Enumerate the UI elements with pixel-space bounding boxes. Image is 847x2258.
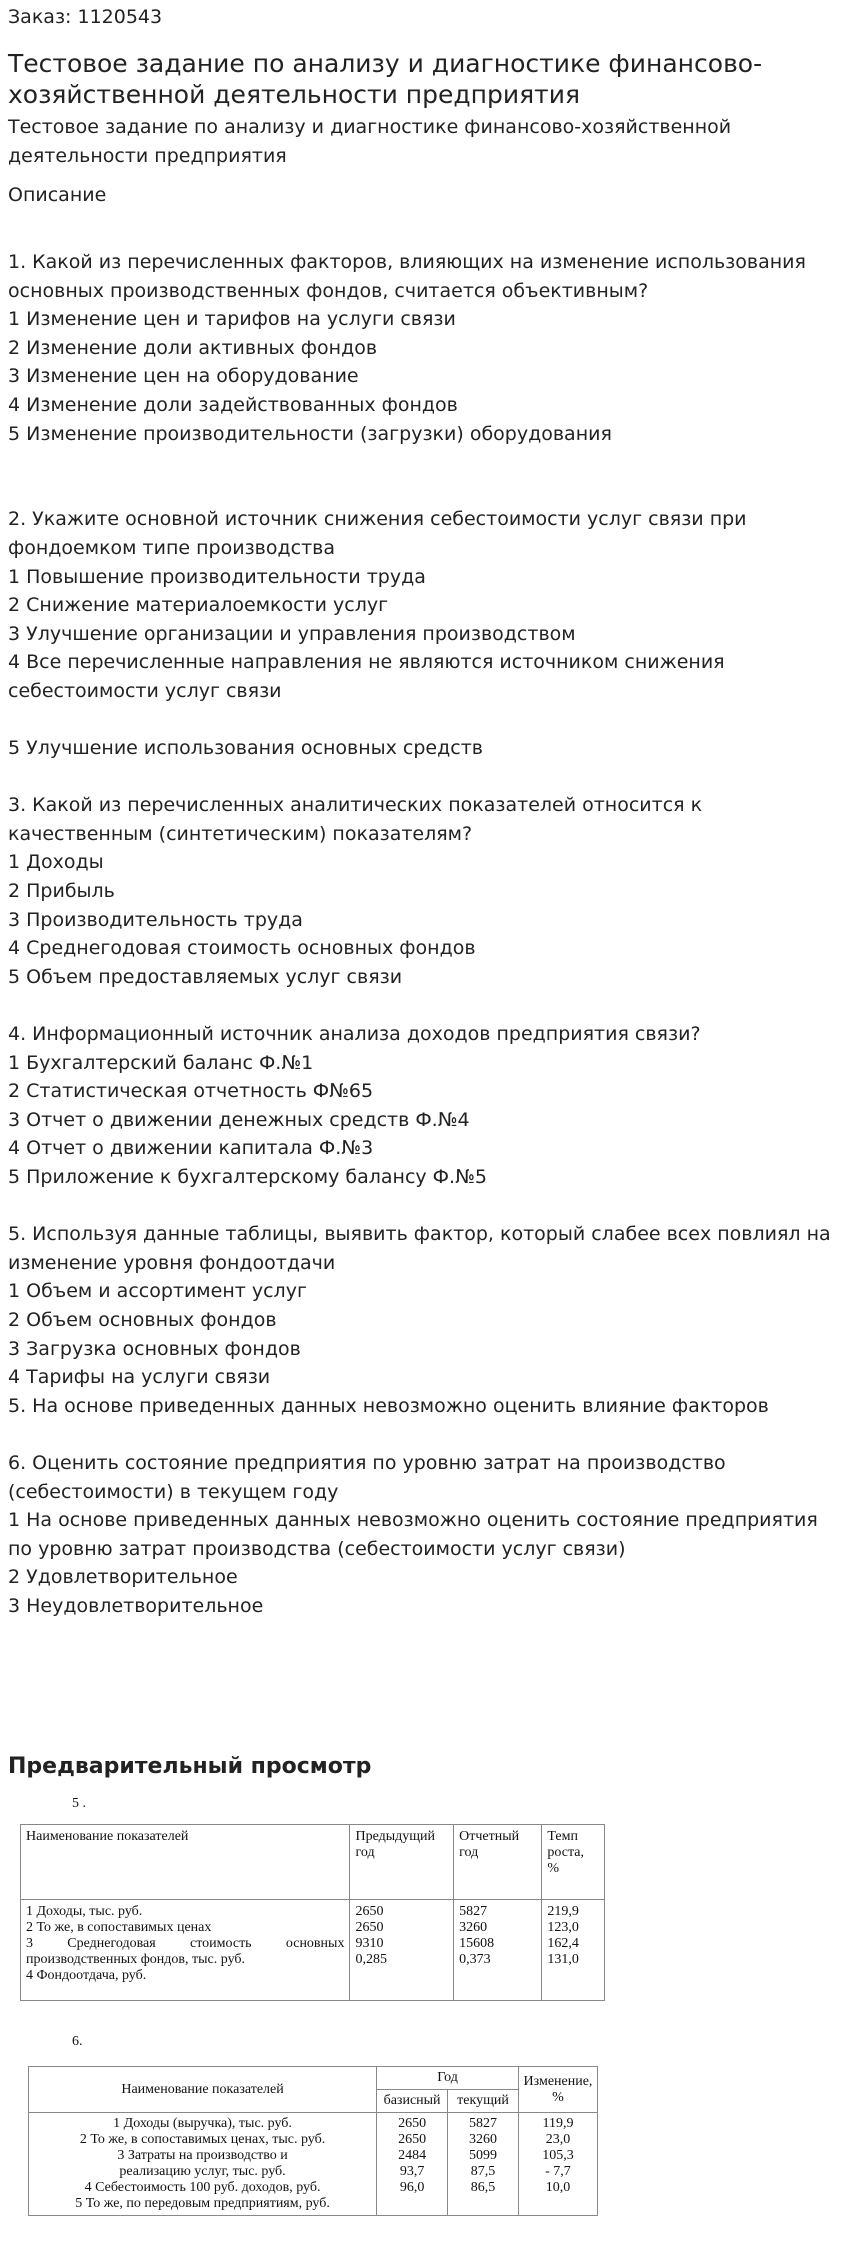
text-line: основных производственных фондов, считается объективным?	[8, 279, 649, 302]
table5-cell: 3 Среднегодовая стоимость основных производственных фондов, тыс. руб.	[26, 1936, 345, 1967]
description-label: Описание	[8, 184, 107, 206]
table5-cell: 219,9	[547, 1904, 579, 1919]
table5-prev-cell	[350, 1900, 454, 2001]
table5-header: Темп роста, %	[542, 1825, 605, 1900]
text-line: качественным (синтетическим) показателям?	[8, 822, 473, 845]
text-line: 5 Улучшение использования основных средств	[8, 737, 483, 760]
table6-names-cell	[29, 2113, 377, 2216]
text-line: (себестоимости) в текущем году	[8, 1480, 339, 1503]
table5-cell: 0,285	[355, 1952, 387, 1967]
table6-cell: 93,7	[399, 2164, 425, 2179]
table6-cell: 23,0	[545, 2132, 571, 2147]
table6-cell: 5827	[469, 2116, 497, 2131]
table5-cell: 1 Доходы, тыс. руб.	[26, 1904, 143, 1919]
text-line: 1 Доходы	[8, 851, 104, 874]
table5-cell: 2650	[355, 1904, 384, 1919]
table6-cell: 4 Себестоимость 100 руб. доходов, руб.	[84, 2180, 321, 2195]
table5-cell: 123,0	[547, 1920, 579, 1935]
text-line: 5 Приложение к бухгалтерскому балансу Ф.№5	[8, 1166, 487, 1188]
text-line: 2 Удовлетворительное	[8, 1566, 238, 1589]
table6-cell: 2 То же, в сопоставимых ценах, тыс. руб.	[79, 2132, 326, 2147]
table6-cell: 96,0	[399, 2180, 425, 2195]
page-title: Тестовое задание по анализу и диагностике финансово-хозяйственной деятельности предприятия	[8, 49, 763, 109]
text-line: 3 Неудовлетворительное	[8, 1594, 264, 1617]
text-line: 1. Какой из перечисленных факторов, влияющих на изменение использования	[8, 251, 806, 273]
text-line: 4 Тарифы на услуги связи	[8, 1366, 271, 1389]
table5-rate-cell	[542, 1900, 605, 2001]
text-line	[8, 1420, 843, 1449]
table6-header-row	[29, 2067, 598, 2090]
text-line	[8, 706, 843, 735]
text-line: 1 Объем и ассортимент услуг	[8, 1280, 307, 1303]
table6-cur-cell	[448, 2113, 519, 2216]
text-line: себестоимости услуг связи	[8, 679, 282, 702]
table5-cell: 3260	[459, 1920, 488, 1935]
table6-header: Изменение, %	[518, 2067, 597, 2113]
table5-header: Предыдущий год	[350, 1825, 454, 1900]
table6-header: Наименование показателей	[29, 2067, 377, 2113]
table5-header: Отчетный год	[454, 1825, 542, 1900]
text-line: 3 Загрузка основных фондов	[8, 1337, 301, 1360]
text-line	[8, 763, 843, 792]
table5-data-row	[21, 1900, 605, 2001]
table5-cell: 2650	[355, 1920, 384, 1935]
text-line: 3 Изменение цен на оборудование	[8, 365, 359, 388]
table5-cell: 9310	[355, 1936, 384, 1951]
table5-cell: 131,0	[547, 1952, 579, 1967]
table5-cell: 0,373	[459, 1952, 491, 1967]
text-line: 2 Объем основных фондов	[8, 1308, 277, 1331]
text-line: 1 Бухгалтерский баланс Ф.№1	[8, 1051, 314, 1074]
table6-change-cell	[518, 2113, 597, 2216]
table5-number: 5 .	[72, 1796, 86, 1811]
text-line: 2 Снижение материалоемкости услуг	[8, 594, 389, 617]
table5-cell: 4 Фондоотдача, руб.	[26, 1968, 147, 1983]
text-line: 4 Отчет о движении капитала Ф.№3	[8, 1137, 374, 1160]
table5-names-cell	[21, 1900, 350, 2001]
text-line: изменение уровня фондоотдачи	[8, 1251, 336, 1274]
table6-cell: 10,0	[545, 2180, 571, 2195]
table6-number: 6.	[72, 2034, 83, 2049]
table5-cell: 2 То же, в сопоставимых ценах	[26, 1920, 212, 1935]
scan-table-5	[20, 1796, 610, 2026]
text-line: по уровню затрат производства (себестоимости услуг связи)	[8, 1537, 626, 1560]
text-line	[8, 477, 843, 506]
table6-cell: 3260	[469, 2132, 497, 2147]
text-line: 4. Информационный источник анализа доходов предприятия связи?	[8, 1023, 701, 1046]
text-line: 3 Отчет о движении денежных средств Ф.№4	[8, 1108, 470, 1131]
table6-header: Год	[377, 2067, 519, 2090]
text-line: 4 Изменение доли задействованных фондов	[8, 393, 458, 416]
text-line: 3. Какой из перечисленных аналитических показателей относится к	[8, 794, 703, 817]
table6-cell: 3 Затраты на производство и реализацию услуг, тыс. руб.	[117, 2148, 288, 2179]
description-text	[8, 248, 843, 1621]
table6-cell: 119,9	[542, 2116, 574, 2131]
text-line: 1 Изменение цен и тарифов на услуги связи	[8, 308, 456, 331]
text-line	[8, 991, 843, 1020]
page-subtitle: Тестовое задание по анализу и диагностике финансово-хозяйственной деятельности предприятия	[8, 116, 732, 167]
table6-cell: 5099	[469, 2148, 497, 2163]
table5-cell: 15608	[459, 1936, 495, 1951]
text-line: 4 Среднегодовая стоимость основных фондов	[8, 937, 476, 960]
table6-cell: 2650	[398, 2132, 427, 2147]
preview-title: Предварительный просмотр	[8, 1754, 372, 1779]
text-line: 5. Используя данные таблицы, выявить фактор, который слабее всех повлиял на	[8, 1223, 831, 1246]
text-line: 3 Улучшение организации и управления производством	[8, 622, 576, 645]
table6	[28, 2066, 598, 2216]
table5-cur-cell	[454, 1900, 542, 2001]
table6-cell: 87,5	[470, 2164, 496, 2179]
text-line	[8, 448, 843, 477]
table6-cell: 86,5	[470, 2180, 496, 2195]
text-line: 1 Повышение производительности труда	[8, 565, 426, 588]
table6-header: текущий	[448, 2090, 519, 2113]
text-line: 4 Все перечисленные направления не являются источником снижения	[8, 651, 725, 674]
table6-cell: 5 То же, по передовым предприятиям, руб.	[75, 2196, 330, 2211]
table5-header-row	[21, 1825, 605, 1900]
table5-header: Наименование показателей	[21, 1825, 350, 1900]
table5-cell: 5827	[459, 1904, 488, 1919]
text-line: 2 Статистическая отчетность Ф№65	[8, 1080, 374, 1103]
table6-base-cell	[377, 2113, 448, 2216]
order-number: Заказ: 1120543	[8, 6, 163, 28]
table6-cell: 2650	[398, 2116, 427, 2131]
table5	[20, 1824, 605, 2001]
table5-cell: 162,4	[547, 1936, 579, 1951]
text-line: фондоемком типе производства	[8, 536, 335, 559]
text-line	[8, 1192, 843, 1221]
text-line: 5 Объем предоставляемых услуг связи	[8, 965, 403, 988]
text-line: 2 Изменение доли активных фондов	[8, 336, 378, 359]
text-line: 3 Производительность труда	[8, 908, 303, 931]
text-line: 2. Укажите основной источник снижения себестоимости услуг связи при	[8, 508, 747, 531]
text-line: 2 Прибыль	[8, 880, 115, 903]
text-line: 6. Оценить состояние предприятия по уровню затрат на производство	[8, 1451, 726, 1474]
text-line: 5 Изменение производительности (загрузки) оборудования	[8, 422, 612, 445]
table6-data-row	[29, 2113, 598, 2216]
table6-cell: - 7,7	[545, 2164, 571, 2179]
text-line: 5. На основе приведенных данных невозможно оценить влияние факторов	[8, 1394, 769, 1417]
scan-table-6	[20, 2034, 610, 2249]
table6-header: базисный	[377, 2090, 448, 2113]
text-line: 1 На основе приведенных данных невозможно оценить состояние предприятия	[8, 1509, 818, 1532]
table6-cell: 1 Доходы (выручка), тыс. руб.	[113, 2116, 292, 2131]
table6-cell: 105,3	[542, 2148, 574, 2163]
table6-cell: 2484	[398, 2148, 427, 2163]
